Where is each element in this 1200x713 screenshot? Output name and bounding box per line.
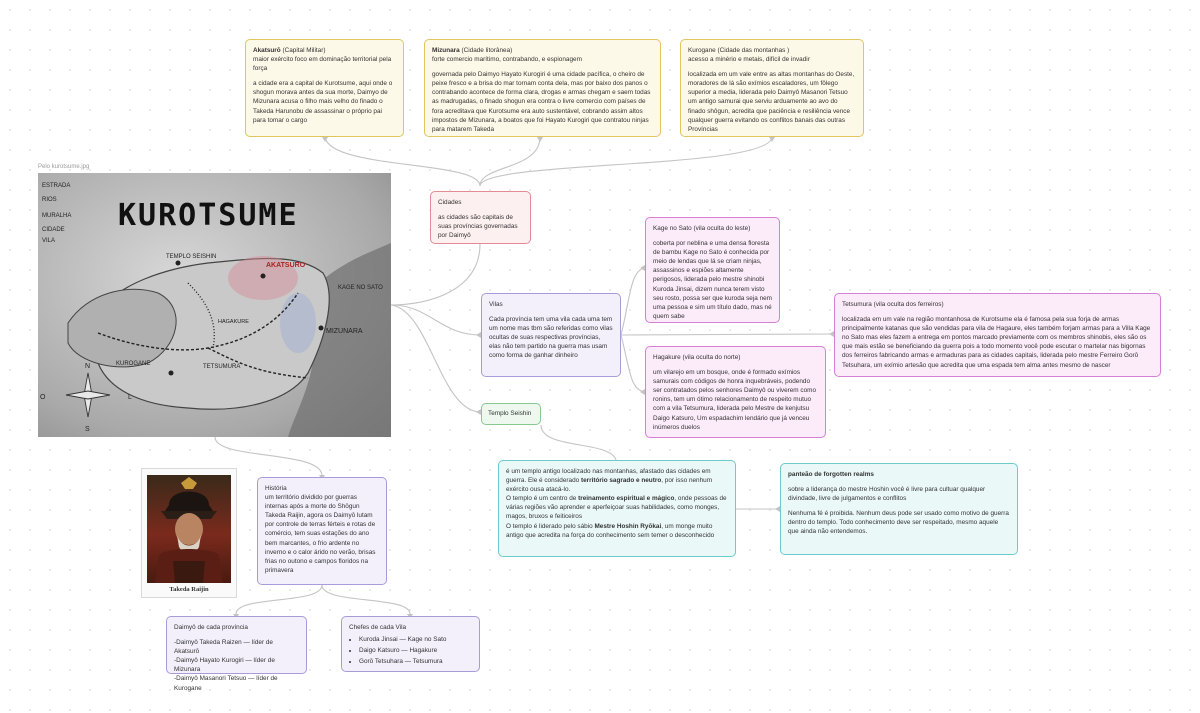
templo-p1-pre: é um templo antigo localizado nas montanhas, afastado das cidades em guerra. Ele é considerado — [506, 468, 711, 485]
templo-p2-bold: treinamento espiritual e mágico — [578, 495, 675, 503]
templo-p3-pre: O templo é liderado pelo sábio — [506, 522, 595, 530]
city-marker — [319, 326, 324, 331]
link-vilas-tetsumura — [621, 334, 834, 335]
vilas-title: Vilas — [489, 301, 503, 308]
cidades-body: as cidades são capitais de suas províncias governadas por Daimyô — [438, 214, 518, 240]
kurogane-body: localizada em um vale entre as altas montanhas do Oeste, moradores de lá são exímios escaladores, um fôlego superior a media, liderada pelo Daimyô Masanori Tetsuo um antigo samurai que serviu arduamente ao avo do finado shôgun, acredita que paciência e resiliência vence qualquer guerra evitando os conflitos banais das outras Províncias — [688, 71, 855, 133]
link-templo-info — [541, 425, 616, 460]
legend-city: CIDADE — [42, 227, 65, 233]
city-marker — [261, 274, 266, 279]
hagakure-card[interactable] — [645, 346, 826, 438]
chefes-card[interactable] — [341, 616, 480, 672]
akatsuro-line1: maior exército foco em dominação territorial pela força — [253, 56, 392, 73]
arrowhead — [769, 137, 775, 142]
kurotsume-map[interactable] — [38, 173, 391, 437]
cidades-title: Cidades — [438, 199, 462, 206]
city-marker — [176, 261, 181, 266]
cidades-card[interactable] — [430, 191, 531, 244]
kage-card[interactable] — [645, 217, 780, 323]
link-map-templo — [391, 305, 481, 412]
templo-info-card[interactable] — [498, 460, 736, 557]
portrait-image — [147, 475, 231, 583]
panteao-p2: Nenhuma fé é proibida. Nenhum deus pode ser usado como motivo de guerra dentro do templo. Todo conhecimento deve ser respeitado, mesmo aquele que ainda não entendemos. — [788, 510, 1009, 536]
chefe-item: • Daigo Katsuro — Hagakure — [359, 646, 472, 655]
legend-walls: MURALHA — [42, 213, 72, 219]
akatsuro-title: Akatsurō — [253, 47, 281, 54]
mizunara-line1: forte comercio marítimo, contrabando, e espionagem — [432, 56, 582, 64]
tetsumura-body: localizada em um vale na região montanhosa de Kurotsume ela é famosa pela sua forja de armas principalmente katanas que são vendidas para vila de Hagaure, eles também forjam armas para a Villa Kage no Sato mas eles fazem a entrega em pontos marcado previamente com os membros shinobis, eles são os que mais estão se beneficiando da guerra pois a todo momento você pode escutar o martelar nas bigornas dos ferreiros fabricando armas e armaduras para as cidades capitais, liderada pelo mestre Ferreiro Gorō Tetsuhara, um exímio artesão que acredita que uma espada tem alma antes mesmo de nascer — [842, 316, 1151, 369]
kurogane-card[interactable] — [680, 39, 864, 137]
daimyo-item: -Daimyô Takeda Raizen — líder de Akatsurō — [174, 639, 273, 656]
tetsumura-title: Tetsumura (vila oculta dos ferreiros) — [842, 301, 944, 308]
arrowhead — [322, 137, 328, 142]
samurai-figure-icon — [147, 475, 231, 583]
chefes-title: Chefes de cada Vila — [349, 624, 407, 631]
place-akatsuro: AKATSURO — [266, 262, 306, 269]
mizunara-subtitle: (Cidade litorânea) — [459, 47, 513, 54]
vilas-card[interactable] — [481, 293, 621, 377]
akatsuro-subtitle: (Capital Militar) — [280, 47, 326, 54]
vilas-body: Cada província tem uma vila cada uma tem um nome mas tbm são referidas como vilas ocultas de suas respectivas províncias, elas não tem partido na guerra mas usam como forma de ganhar dinheiro — [489, 316, 613, 360]
place-hagakure: HAGAKURE — [218, 319, 249, 325]
place-mizunara: MIZUNARA — [326, 328, 363, 335]
historia-title: História — [265, 485, 287, 492]
chefe-item: • Kuroda Jinsai — Kage no Sato — [359, 635, 472, 644]
akatsuro-body: a cidade era a capital de Kurotsume, aqui onde o shogun morava antes da sua morte, Daimyo de Mizunara acusa o filho mais velho do finado o Takeda Harunobu de assassinar o próprio pai para tomar o cargo — [253, 80, 393, 124]
map-title: KUROTSUME — [118, 198, 299, 233]
west-mountain-area — [68, 289, 176, 367]
templo-title: Templo Seishin — [488, 410, 532, 417]
place-kage: KAGE NO SATO — [338, 285, 383, 291]
panteao-p1: sobre a liderança do mestre Hoshin você é livre para cultuar qualquer divindade, livre de julgamentos e conflitos — [788, 486, 986, 503]
templo-node[interactable] — [481, 403, 541, 425]
legend-village: VILA — [42, 238, 56, 244]
link-vilas-kage — [621, 268, 645, 335]
kage-title: Kage no Sato (vila oculta do leste) — [653, 225, 751, 232]
kurogane-line1: acesso a minério e metais, difícil de invadir — [688, 56, 810, 64]
link-map-cidades — [391, 244, 480, 305]
mizunara-body: governada pelo Daimyo Hayato Kurogiri é uma cidade pacífica, o cheiro de peixe fresco e a brisa do mar tornam conta dela, mas por baixo dos panos o contrabando acontece de forma clara, drogas e armas chegam e saem todas as madrugadas, o finado shogun era contra o livre comercio com países de fora acreditava que Kurotsume era auto sustentável, cobrando assim altos impostos de Mizunara, a boatos que foi Hayato Kurogiri que contratou ninjas para matarem Takeda — [432, 71, 651, 133]
link-cidades-mizunara — [480, 137, 540, 186]
link-historia-daimyos — [236, 585, 322, 614]
daimyos-title: Daimyô de cada província — [174, 624, 248, 631]
kurogane-title: Kurogane (Cidade das montanhas ) — [688, 47, 790, 54]
panteao-card[interactable] — [780, 463, 1018, 555]
compass-o: O — [40, 394, 46, 401]
mizunara-card[interactable] — [424, 39, 661, 137]
templo-p3-post: , um monge muito antigo que acredita na força do conhecimento sem temer o desconhecido — [506, 522, 715, 539]
compass-s: S — [85, 426, 90, 433]
mizunara-title: Mizunara — [432, 47, 460, 54]
daimyo-item: -Daimyô Hayato Kurogiri — líder de Mizunara — [174, 657, 275, 674]
daimyo-item: -Daimyô Masanori Tetsuo — líder de Kurogane — [174, 675, 278, 692]
daimyos-card[interactable] — [166, 616, 307, 692]
templo-p3-bold: Mestre Hoshin Ryōkai — [594, 522, 662, 530]
chefes-list — [349, 635, 472, 666]
place-tetsumura: TETSUMURA — [203, 364, 241, 370]
link-vilas-hagakure — [621, 335, 645, 392]
map-file-label: Pelo kurotsume.jpg — [38, 164, 90, 170]
templo-p1-post: , por isso nenhum exército ousa atacá-lo. — [506, 477, 713, 494]
portrait-caption: Takeda Raijin — [169, 586, 209, 593]
historia-card[interactable] — [257, 477, 387, 585]
link-cidades-kurogane — [480, 137, 772, 186]
kage-body: coberta por neblina e uma densa floresta de bambu Kage no Sato é conhecida por meio de lendas que lá se criam ninjas, assassinos e espiões altamente perigosos, liderada pelo mestre shinobi Kuroda Jinsai, dizem nunca terem visto seu rosto, possa ser que kuroda seja nem uma pessoa e sim um título dado, mas né quem sabe — [653, 240, 773, 320]
place-templo: TEMPLO SEISHIN — [166, 254, 217, 260]
compass-n: N — [85, 363, 91, 370]
chefe-item: • Gorō Tetsuhara — Tetsumura — [359, 657, 472, 666]
tetsumura-card[interactable] — [834, 293, 1161, 377]
compass-l: L — [128, 394, 132, 401]
city-marker — [169, 371, 174, 376]
map-drawing — [38, 173, 391, 437]
link-historia-chefes — [322, 585, 410, 614]
hagakure-title: Hagakure (vila oculta do norte) — [653, 354, 741, 361]
link-map-vilas — [391, 305, 481, 335]
takeda-portrait[interactable] — [141, 468, 237, 598]
place-kurogane: KUROGANE — [116, 361, 151, 367]
blue-region — [280, 293, 316, 353]
akatsuro-card[interactable] — [245, 39, 404, 137]
historia-body: um território dividido por guerras internas após a morte do Shōgun Takeda Raijin, agora os Daimyō lutam por controle de terras férteis e rotas de comércio, tem suas estações do ano bem marcantes, o frio ardente no inverno e o calor árido no verão, brisas frias no outono e campos floridos na primavera — [265, 494, 376, 574]
legend-rivers: RIOS — [42, 197, 57, 203]
panteao-title: panteão de forgotten realms — [788, 471, 874, 478]
hagakure-body: um vilarejo em um bosque, onde é formado exímios samurais com códigos de honra inquebráveis, podendo ser contratados pelos senhores Daimyô ou viverem como ronins, tem um ótimo relacionamento de respeito mutuo com a vila Tetsumura, liderada pelo Mestre de kenjutsu Daigo Katsuro, Um espadachim lendário que já venceu inúmeros duelos — [653, 369, 817, 431]
templo-p1-bold: território sagrado e neutro — [580, 477, 662, 485]
arrowhead — [537, 137, 543, 142]
templo-p2-pre: O templo é um centro de — [506, 495, 579, 503]
compass-rose — [66, 373, 110, 417]
templo-p2-post: , onde pessoas de várias regiões vão aprender e aperfeiçoar suas habilidades, como monges, magos, bruxos e feiticeiros — [506, 495, 727, 521]
legend-roads: ESTRADA — [42, 183, 71, 189]
